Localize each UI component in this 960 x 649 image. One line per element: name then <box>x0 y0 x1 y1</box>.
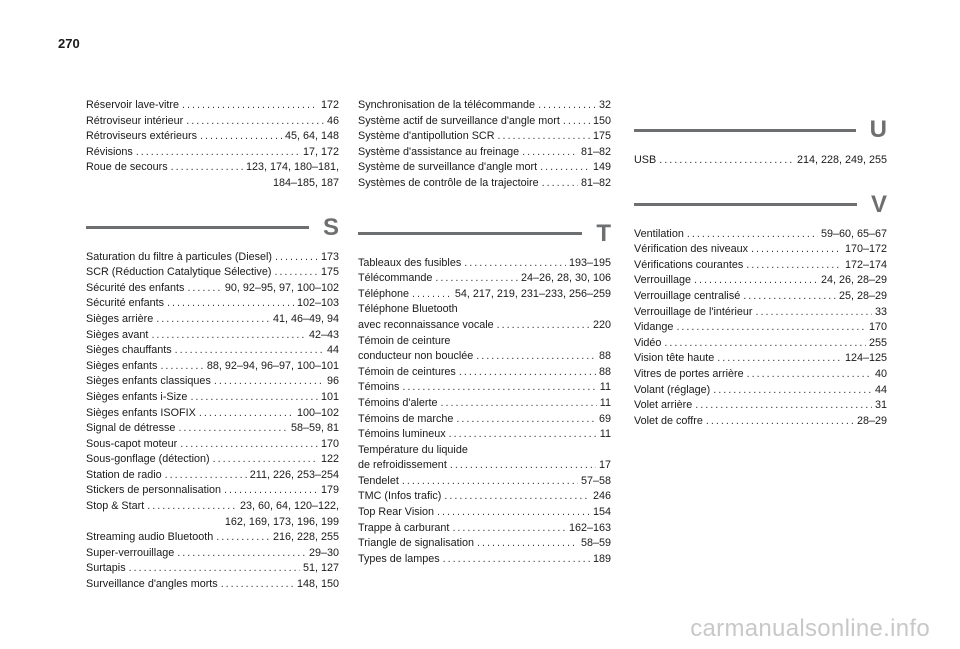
entry-pages: 33 <box>874 305 887 318</box>
entry-pages: 51, 127 <box>302 562 339 575</box>
dot-leader <box>178 421 288 437</box>
index-entry <box>358 412 611 428</box>
dot-leader <box>402 380 596 396</box>
index-column-1 <box>86 98 339 593</box>
entry-pages: 88 <box>598 350 611 363</box>
dot-leader <box>151 328 306 344</box>
entry-pages: 46 <box>326 114 339 127</box>
dot-leader <box>751 242 842 258</box>
dot-leader <box>435 271 518 287</box>
entry-term: Télécommande <box>358 272 433 285</box>
index-entry <box>86 281 339 297</box>
index-entry <box>358 552 611 568</box>
index-entry <box>86 129 339 145</box>
entry-term: Témoins lumineux <box>358 428 446 441</box>
entry-term: Témoins d'alerte <box>358 396 438 409</box>
index-entry <box>634 289 887 305</box>
index-entry <box>634 336 887 352</box>
index-entry <box>358 256 611 272</box>
entry-pages: 220 <box>592 318 611 331</box>
dot-leader <box>182 98 318 114</box>
letter-section-header <box>358 219 611 247</box>
index-entry <box>86 546 339 562</box>
entry-pages: 58–59 <box>580 537 611 550</box>
section-letter: T <box>596 219 611 247</box>
entry-pages: 17, 172 <box>302 145 339 158</box>
dot-leader <box>522 145 578 161</box>
dot-leader <box>147 499 237 515</box>
entry-term: Système de surveillance d'angle mort <box>358 161 538 174</box>
index-entry <box>358 505 611 521</box>
entry-pages: 11 <box>599 396 611 409</box>
entry-term: Sous-gonflage (détection) <box>86 453 210 466</box>
entry-pages: 29–30 <box>308 546 339 559</box>
index-entry <box>86 483 339 499</box>
dot-leader <box>659 153 794 169</box>
dot-leader <box>190 390 318 406</box>
entry-term: Sous-capot moteur <box>86 437 178 450</box>
index-entry <box>86 359 339 375</box>
entry-pages: 179 <box>320 484 339 497</box>
entry-pages: 123, 174, 180–181, <box>245 161 339 174</box>
entry-pages: 148, 150 <box>296 578 339 591</box>
entry-term: Roue de secours <box>86 161 168 174</box>
dot-leader <box>167 296 294 312</box>
index-entry <box>86 374 339 390</box>
entry-term: Sièges avant <box>86 328 149 341</box>
entry-pages: 150 <box>592 114 611 127</box>
dot-leader <box>402 474 578 490</box>
entry-pages: 162–163 <box>568 521 611 534</box>
dot-leader <box>464 256 566 272</box>
index-entry <box>358 271 611 287</box>
section-divider <box>358 232 582 235</box>
entry-term: Surtapis <box>86 562 126 575</box>
entry-pages: 170 <box>320 437 339 450</box>
entry-pages: 58–59, 81 <box>290 422 339 435</box>
index-entry <box>634 242 887 258</box>
index-entry <box>358 458 611 474</box>
index-entry <box>358 129 611 145</box>
index-entry <box>86 406 339 422</box>
entry-term: SCR (Réduction Catalytique Sélective) <box>86 266 272 279</box>
section-divider <box>634 203 857 206</box>
entry-pages: 189 <box>592 552 611 565</box>
index-entry <box>634 398 887 414</box>
index-entry <box>358 114 611 130</box>
index-entry <box>86 530 339 546</box>
entry-pages: 23, 60, 64, 120–122, <box>239 500 339 513</box>
section-divider <box>86 226 309 229</box>
entry-pages: 40 <box>874 367 887 380</box>
entry-term: Vidange <box>634 321 674 334</box>
entry-term: Vidéo <box>634 336 662 349</box>
dot-leader <box>450 458 596 474</box>
dot-leader <box>542 176 578 192</box>
index-entry <box>634 320 887 336</box>
index-entry <box>86 421 339 437</box>
dot-leader <box>171 160 243 176</box>
entry-term: Témoins <box>358 381 400 394</box>
dot-leader <box>540 160 590 176</box>
entry-term: Verrouillage centralisé <box>634 289 741 302</box>
index-entry-heading <box>358 334 611 350</box>
entry-pages: 172 <box>320 99 339 111</box>
entry-pages: 255 <box>868 336 887 349</box>
section-divider <box>634 129 856 132</box>
dot-leader <box>449 427 597 443</box>
entry-term: Types de lampes <box>358 552 440 565</box>
index-entry <box>86 114 339 130</box>
dot-leader <box>199 406 294 422</box>
entry-term: Volant (réglage) <box>634 383 711 396</box>
entry-term: Système d'antipollution SCR <box>358 130 495 143</box>
entry-pages: 96 <box>326 375 339 388</box>
dot-leader <box>129 561 300 577</box>
entry-term: Rétroviseurs extérieurs <box>86 130 198 143</box>
entry-term: Témoins de marche <box>358 412 454 425</box>
entry-term: Surveillance d'angles morts <box>86 578 218 591</box>
dot-leader <box>443 552 590 568</box>
entry-term: Révisions <box>86 145 133 158</box>
entry-pages: 149 <box>592 161 611 174</box>
entry-pages: 41, 46–49, 94 <box>272 312 339 325</box>
entry-pages: 162, 169, 173, 196, 199 <box>224 515 339 528</box>
entry-pages: 184–185, 187 <box>272 176 339 189</box>
entry-pages: 246 <box>592 490 611 503</box>
index-column-2 <box>358 98 611 567</box>
entry-term: Station de radio <box>86 468 162 481</box>
dot-leader <box>717 351 842 367</box>
index-entry <box>634 351 887 367</box>
entry-term: Tendelet <box>358 474 399 487</box>
index-entry <box>86 145 339 161</box>
entry-pages: 170–172 <box>844 243 887 256</box>
index-entry <box>358 98 611 114</box>
index-entry <box>86 561 339 577</box>
page-number: 270 <box>58 36 80 51</box>
entry-term: Ventilation <box>634 227 684 240</box>
dot-leader <box>187 281 221 297</box>
index-entry <box>358 474 611 490</box>
entry-term: Saturation du filtre à particules (Diesel) <box>86 250 273 263</box>
entry-term: avec reconnaissance vocale <box>358 318 494 331</box>
entry-pages: 175 <box>320 266 339 279</box>
entry-term: Sièges enfants classiques <box>86 375 211 388</box>
dot-leader <box>498 129 590 145</box>
dot-leader <box>746 258 842 274</box>
entry-term: Tableaux des fusibles <box>358 256 462 269</box>
index-entry <box>358 521 611 537</box>
index-entry <box>634 273 887 289</box>
index-entry-continuation <box>86 515 339 531</box>
dot-leader <box>275 250 318 266</box>
dot-leader <box>214 374 324 390</box>
index-entry <box>634 258 887 274</box>
index-entry <box>358 349 611 365</box>
entry-term: Top Rear Vision <box>358 506 435 519</box>
entry-pages: 54, 217, 219, 231–233, 256–259 <box>454 287 611 300</box>
entry-pages: 170 <box>868 321 887 334</box>
entry-term: Trappe à carburant <box>358 521 450 534</box>
dot-leader <box>177 546 306 562</box>
entry-pages: 172–174 <box>844 258 887 271</box>
index-entry <box>86 312 339 328</box>
entry-pages: 42–43 <box>308 328 339 341</box>
letter-section-header <box>86 213 339 241</box>
entry-pages: 101 <box>320 390 339 403</box>
entry-pages: 25, 28–29 <box>838 289 887 302</box>
dot-leader <box>274 265 318 281</box>
entry-term: Témoin de ceintures <box>358 365 456 378</box>
index-entry <box>634 305 887 321</box>
dot-leader <box>676 320 866 336</box>
entry-pages: 211, 226, 253–254 <box>249 468 339 481</box>
index-entry <box>358 287 611 303</box>
index-entry <box>358 365 611 381</box>
entry-pages: 24, 26, 28–29 <box>820 274 887 287</box>
dot-leader <box>664 336 866 352</box>
entry-term: Sécurité enfants <box>86 297 165 310</box>
entry-pages: 45, 64, 148 <box>284 130 339 143</box>
index-entry <box>634 414 887 430</box>
entry-term: Sièges enfants ISOFIX <box>86 406 196 419</box>
entry-pages: 124–125 <box>844 352 887 365</box>
entry-pages: 17 <box>598 459 611 472</box>
entry-term: Température du liquide <box>358 443 468 456</box>
entry-term: Réservoir lave-vitre <box>86 99 179 111</box>
index-entry <box>358 318 611 334</box>
entry-term: Verrouillage <box>634 274 692 287</box>
index-entry <box>86 390 339 406</box>
index-entry <box>358 145 611 161</box>
index-entry <box>358 396 611 412</box>
entry-pages: 154 <box>592 506 611 519</box>
dot-leader <box>476 349 596 365</box>
index-entry <box>86 160 339 176</box>
dot-leader <box>497 318 590 334</box>
entry-pages: 173 <box>320 250 339 263</box>
index-column-3 <box>634 98 887 429</box>
dot-leader <box>213 452 318 468</box>
dot-leader <box>437 505 590 521</box>
section-letter: S <box>322 213 339 241</box>
entry-pages: 24–26, 28, 30, 106 <box>520 272 611 285</box>
index-entry <box>358 380 611 396</box>
index-entry-heading <box>358 443 611 459</box>
index-entry <box>634 383 887 399</box>
entry-pages: 90, 92–95, 97, 100–102 <box>224 281 339 294</box>
entry-pages: 57–58 <box>580 474 611 487</box>
dot-leader <box>538 98 596 114</box>
dot-leader <box>706 414 854 430</box>
index-entry <box>86 499 339 515</box>
entry-term: Vérification des niveaux <box>634 243 749 256</box>
entry-term: USB <box>634 154 657 166</box>
dot-leader <box>687 227 818 243</box>
index-entry <box>358 160 611 176</box>
index-entry-continuation <box>86 176 339 192</box>
entry-term: Sièges enfants <box>86 359 158 372</box>
watermark: carmanualsonline.info <box>690 615 930 642</box>
dot-leader <box>200 129 282 145</box>
entry-pages: 100–102 <box>296 406 339 419</box>
index-entry <box>634 153 887 169</box>
dot-leader <box>165 468 247 484</box>
entry-pages: 44 <box>326 344 339 357</box>
dot-leader <box>136 145 300 161</box>
entry-pages: 81–82 <box>580 176 611 189</box>
entry-term: Systèmes de contrôle de la trajectoire <box>358 176 539 189</box>
dot-leader <box>444 489 590 505</box>
entry-term: Système d'assistance au freinage <box>358 145 520 158</box>
index-entry <box>86 98 339 114</box>
entry-term: Système actif de surveillance d'angle mort <box>358 114 560 127</box>
dot-leader <box>747 367 872 383</box>
index-entry <box>358 489 611 505</box>
entry-term: de refroidissement <box>358 459 447 472</box>
index-entry <box>358 176 611 192</box>
entry-pages: 31 <box>874 399 887 412</box>
dot-leader <box>452 521 566 537</box>
index-entry <box>86 343 339 359</box>
entry-term: Sièges chauffants <box>86 344 172 357</box>
section-letter: V <box>870 190 887 218</box>
entry-term: Streaming audio Bluetooth <box>86 531 214 544</box>
entry-term: Vision tête haute <box>634 352 715 365</box>
index-entry <box>86 265 339 281</box>
entry-pages: 214, 228, 249, 255 <box>796 154 887 166</box>
entry-term: Téléphone <box>358 287 410 300</box>
entry-term: Stop & Start <box>86 500 145 513</box>
index-entry <box>86 250 339 266</box>
entry-term: Sièges arrière <box>86 312 154 325</box>
index-entry <box>634 227 887 243</box>
entry-pages: 11 <box>599 428 611 441</box>
dot-leader <box>224 483 318 499</box>
dot-leader <box>160 359 203 375</box>
index-entry <box>86 437 339 453</box>
entry-term: Sécurité des enfants <box>86 281 185 294</box>
letter-section-header <box>634 118 887 142</box>
entry-term: Verrouillage de l'intérieur <box>634 305 753 318</box>
entry-term: Rétroviseur intérieur <box>86 114 184 127</box>
entry-pages: 193–195 <box>568 256 611 269</box>
entry-term: Volet de coffre <box>634 414 703 427</box>
dot-leader <box>156 312 270 328</box>
dot-leader <box>756 305 872 321</box>
index-entry-heading <box>358 302 611 318</box>
index-entry <box>634 367 887 383</box>
entry-term: Téléphone Bluetooth <box>358 303 458 316</box>
dot-leader <box>477 536 578 552</box>
entry-term: TMC (Infos trafic) <box>358 490 442 503</box>
entry-pages: 28–29 <box>856 414 887 427</box>
index-entry <box>358 427 611 443</box>
dot-leader <box>186 114 324 130</box>
entry-term: Super-verrouillage <box>86 546 175 559</box>
dot-leader <box>216 530 270 546</box>
entry-term: Synchronisation de la télécommande <box>358 99 536 111</box>
entry-term: Vérifications courantes <box>634 258 744 271</box>
entry-pages: 11 <box>599 381 611 394</box>
entry-pages: 175 <box>592 130 611 143</box>
dot-leader <box>713 383 872 399</box>
entry-term: Témoin de ceinture <box>358 334 451 347</box>
index-entry <box>86 452 339 468</box>
dot-leader <box>695 398 872 414</box>
entry-pages: 88 <box>598 365 611 378</box>
index-entry <box>86 577 339 593</box>
dot-leader <box>175 343 324 359</box>
dot-leader <box>694 273 818 289</box>
dot-leader <box>563 114 590 130</box>
entry-term: Volet arrière <box>634 399 693 412</box>
dot-leader <box>180 437 318 453</box>
entry-term: Vitres de portes arrière <box>634 367 744 380</box>
entry-pages: 69 <box>598 412 611 425</box>
index-entry <box>86 296 339 312</box>
index-entry <box>86 468 339 484</box>
entry-term: conducteur non bouclée <box>358 350 474 363</box>
entry-pages: 59–60, 65–67 <box>820 227 887 240</box>
dot-leader <box>412 287 452 303</box>
entry-term: Stickers de personnalisation <box>86 484 222 497</box>
letter-section-header <box>634 190 887 218</box>
dot-leader <box>221 577 294 593</box>
dot-leader <box>743 289 836 305</box>
entry-pages: 216, 228, 255 <box>272 531 339 544</box>
entry-pages: 44 <box>874 383 887 396</box>
entry-pages: 122 <box>320 453 339 466</box>
entry-pages: 102–103 <box>296 297 339 310</box>
entry-pages: 81–82 <box>580 145 611 158</box>
dot-leader <box>459 365 596 381</box>
index-entry <box>86 328 339 344</box>
entry-pages: 32 <box>598 99 611 111</box>
entry-term: Signal de détresse <box>86 422 176 435</box>
entry-term: Triangle de signalisation <box>358 537 475 550</box>
entry-term: Sièges enfants i-Size <box>86 390 188 403</box>
dot-leader <box>440 396 596 412</box>
entry-pages: 88, 92–94, 96–97, 100–101 <box>206 359 339 372</box>
section-letter: U <box>869 116 887 143</box>
index-entry <box>358 536 611 552</box>
dot-leader <box>456 412 596 428</box>
